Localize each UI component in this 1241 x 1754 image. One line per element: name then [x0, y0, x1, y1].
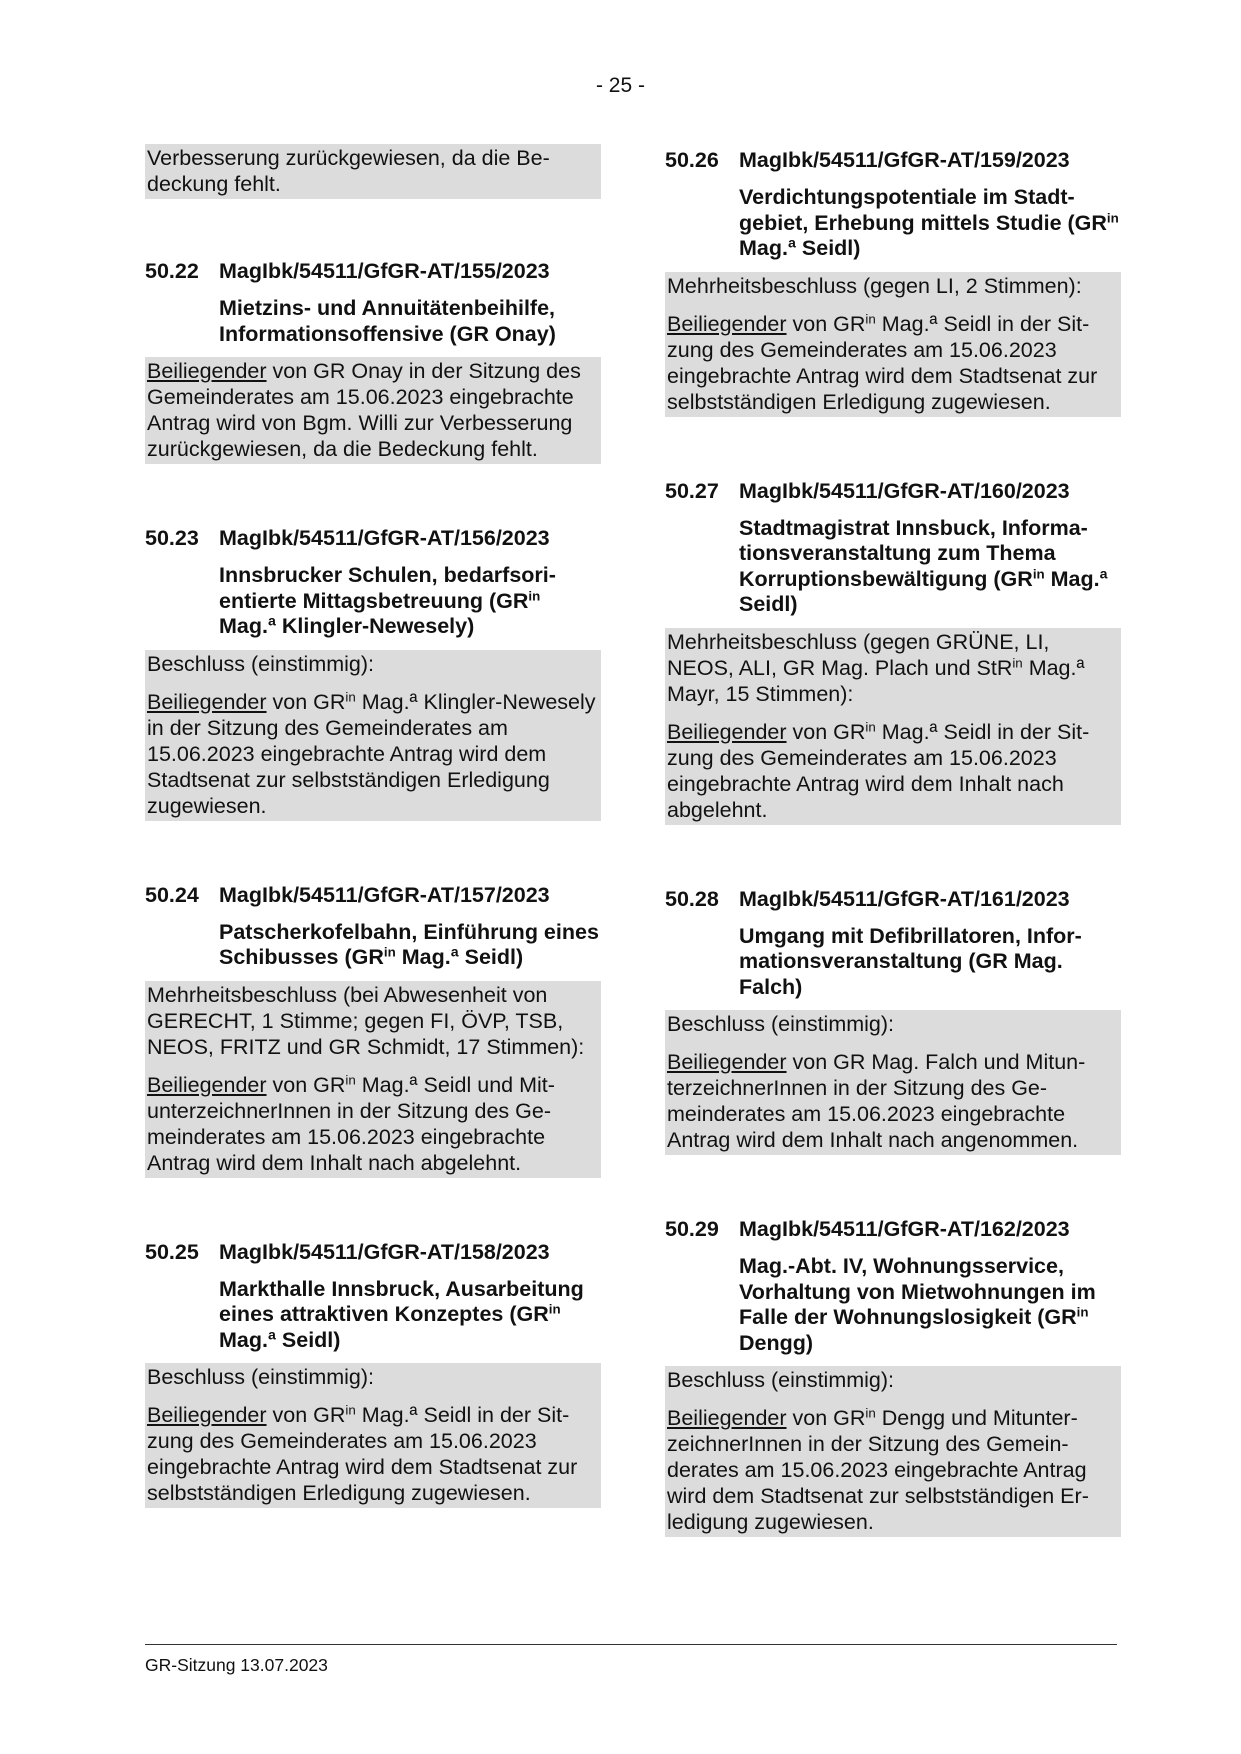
left-column: [145, 146, 601, 1570]
item-title: Mietzins- und Annuitätenbeihilfe, Informationsoffensive (GR Onay): [219, 296, 556, 346]
resolution-box: [665, 1366, 1121, 1537]
beiliegender-label: Beiliegender: [667, 1050, 787, 1074]
beiliegender-label: Beiliegender: [147, 1072, 267, 1097]
item-50-23: [145, 526, 601, 821]
decision-text: Beschluss (einstimmig):: [147, 1365, 374, 1389]
page-footer: GR-Sitzung 13.07.2023: [145, 1644, 1117, 1676]
item-50-27: [665, 479, 1121, 825]
item-title: Patscherkofelbahn, Einführung eines Schibusses ($GR^{in}$ Mag.ª Seidl): [219, 919, 599, 969]
item-reference: MagIbk/54511/GfGR-AT/160/2023: [739, 478, 1070, 503]
item-number: 50.23: [145, 526, 199, 550]
item-50-25: [145, 1240, 601, 1509]
resolution-text: Beiliegender von $GR^{in}$ Mag.ª Seidl in der Sitzung des Gemeinderates am 15.06.2023 eingebrachte Antrag wird dem Stadtsenat zur selbstständigen Erledigung zugewiesen.: [147, 1402, 578, 1505]
item-number: 50.29: [665, 1217, 719, 1241]
item-heading: [145, 526, 601, 551]
resolution-box: [145, 650, 601, 821]
resolution-box: [145, 981, 601, 1178]
beiliegender-label: Beiliegender: [147, 689, 267, 714]
decision-text: Beschluss (einstimmig):: [147, 651, 374, 676]
decision-text: Mehrheitsbeschluss (gegen LI, 2 Stimmen):: [667, 273, 1082, 298]
continuation-box: [145, 144, 601, 199]
item-number: 50.28: [665, 886, 719, 911]
resolution-box: [665, 272, 1121, 417]
resolution-text: Beiliegender von $GR^{in}$ Mag.ª Seidl in der Sitzung des Gemeinderates am 15.06.2023 eingebrachte Antrag wird dem Inhalt nach abgelehnt.: [667, 719, 1090, 822]
item-title: Mag.-Abt. IV, Wohnungsservice, Vorhaltung von Mietwohnungen im Falle der Wohnungslosigkeit ($GR^{in}$ Dengg): [739, 1254, 1096, 1355]
item-title: Markthalle Innsbruck, Ausarbeitung eines attraktiven Konzeptes ($GR^{in}$ Mag.ª Seidl): [219, 1276, 584, 1352]
beiliegender-label: Beiliegender: [667, 719, 787, 744]
item-reference: MagIbk/54511/GfGR-AT/159/2023: [739, 148, 1070, 172]
decision-text: Beschluss (einstimmig):: [667, 1368, 894, 1392]
resolution-box: [665, 1010, 1121, 1155]
item-number: 50.25: [145, 1239, 199, 1264]
decision-text: Beschluss (einstimmig):: [667, 1012, 894, 1036]
item-50-29: [665, 1217, 1121, 1537]
resolution-box: [665, 628, 1121, 825]
item-50-28: [665, 887, 1121, 1156]
item-50-22: [145, 259, 601, 464]
decision-text: Mehrheitsbeschluss (bei Abwesenheit von GERECHT, 1 Stimme; gegen FI, ÖVP, TSB, NEOS, FRITZ und GR Schmidt, 17 Stimmen):: [147, 982, 585, 1059]
item-reference: MagIbk/54511/GfGR-AT/157/2023: [219, 882, 550, 907]
item-heading: [145, 1240, 601, 1265]
item-continuation: [145, 144, 601, 199]
resolution-text: Beiliegender von $GR^{in}$ Dengg und MitunterzeichnerInnen in der Sitzung des Gemeinderates am 15.06.2023 eingebrachte Antrag wird dem Stadtsenat zur selbstständigen Erledigung zugewiesen.: [667, 1405, 1089, 1534]
item-title: Stadtmagistrat Innsbuck, Informationsveranstaltung zum Thema Korruptionsbewältigung ($GR^{in}$ Mag.ª Seidl): [739, 515, 1108, 616]
resolution-text: Beiliegender von GR Mag. Falch und MitunterzeichnerInnen in der Sitzung des Gemeinderates am 15.06.2023 eingebrachte Antrag wird dem Inhalt nach angenommen.: [667, 1050, 1086, 1152]
item-reference: MagIbk/54511/GfGR-AT/155/2023: [219, 259, 550, 283]
item-number: 50.22: [145, 259, 199, 283]
beiliegender-label: Beiliegender: [147, 1403, 267, 1427]
beiliegender-label: Beiliegender: [667, 311, 787, 336]
item-heading: [665, 148, 1121, 173]
item-50-26: [665, 148, 1121, 417]
item-heading: [665, 479, 1121, 504]
continuation-text: Verbesserung zurückgewiesen, da die Bedeckung fehlt.: [147, 146, 550, 196]
item-number: 50.27: [665, 478, 719, 503]
item-reference: MagIbk/54511/GfGR-AT/161/2023: [739, 886, 1070, 911]
item-reference: MagIbk/54511/GfGR-AT/158/2023: [219, 1239, 550, 1264]
right-column: [665, 148, 1121, 1599]
beiliegender-label: Beiliegender: [667, 1406, 787, 1430]
item-heading: [145, 259, 601, 284]
item-reference: MagIbk/54511/GfGR-AT/156/2023: [219, 526, 550, 550]
item-heading: [665, 1217, 1121, 1242]
item-title: Innsbrucker Schulen, bedarfsorientierte Mittagsbetreuung ($GR^{in}$ Mag.ª Klingler-Newesely): [219, 563, 556, 638]
resolution-text: Beiliegender von $GR^{in}$ Mag.ª Seidl in der Sitzung des Gemeinderates am 15.06.2023 eingebrachte Antrag wird dem Stadtsenat zur selbstständigen Erledigung zugewiesen.: [667, 311, 1098, 414]
item-number: 50.24: [145, 882, 199, 907]
resolution-text: Beiliegender von GR Onay in der Sitzung des Gemeinderates am 15.06.2023 eingebrachte Antrag wird von Bgm. Willi zur Verbesserung zurückgewiesen, da die Bedeckung fehlt.: [147, 359, 581, 461]
resolution-text: Beiliegender von $GR^{in}$ Mag.ª Klingler-Newesely in der Sitzung des Gemeinderates am 15.06.2023 eingebrachte Antrag wird dem Stadtsenat zur selbstständigen Erledigung zugewiesen.: [147, 689, 596, 818]
resolution-box: [145, 357, 601, 464]
beiliegender-label: Beiliegender: [147, 359, 267, 383]
item-reference: MagIbk/54511/GfGR-AT/162/2023: [739, 1217, 1070, 1241]
item-50-24: [145, 883, 601, 1178]
resolution-text: Beiliegender von $GR^{in}$ Mag.ª Seidl und MitunterzeichnerInnen in der Sitzung des Gemeinderates am 15.06.2023 eingebrachte Antrag wird dem Inhalt nach abgelehnt.: [147, 1072, 555, 1175]
decision-text: Mehrheitsbeschluss (gegen GRÜNE, LI, NEOS, ALI, GR Mag. Plach und StR$^{in}$ Mag.ª Mayr, 15 Stimmen):: [667, 629, 1085, 706]
item-number: 50.26: [665, 148, 719, 172]
item-heading: [145, 883, 601, 908]
item-title: Verdichtungspotentiale im Stadtgebiet, Erhebung mittels Studie ($GR^{in}$ Mag.ª Seidl): [739, 185, 1119, 260]
item-title: Umgang mit Defibrillatoren, Informationsveranstaltung (GR Mag. Falch): [739, 923, 1082, 999]
resolution-box: [145, 1363, 601, 1508]
item-heading: [665, 887, 1121, 912]
page-number: - 25 -: [595, 74, 645, 97]
